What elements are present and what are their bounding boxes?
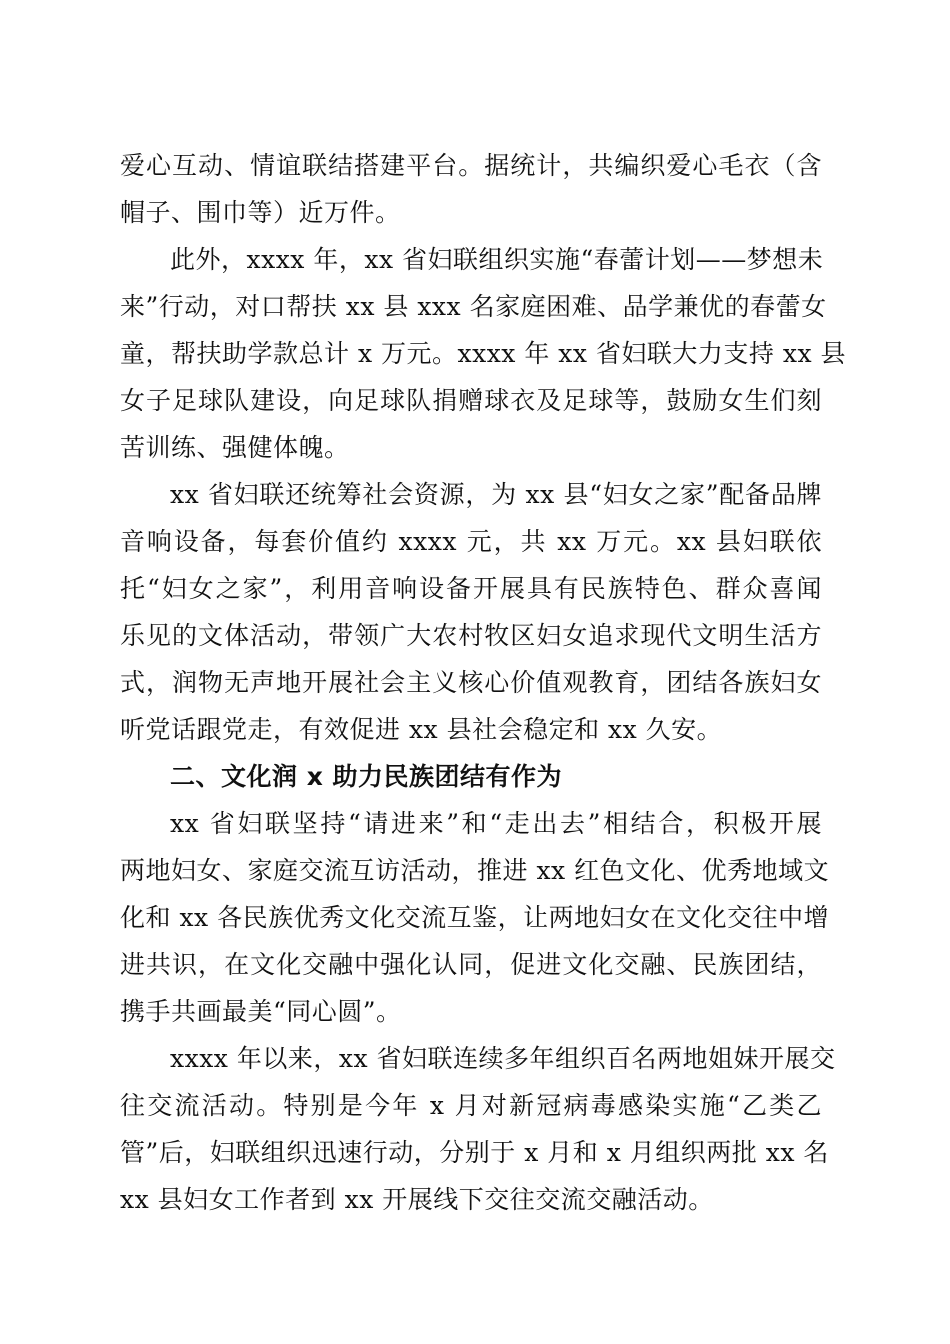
text-line: 女子足球队建设，向足球队捐赠球衣及足球等，鼓励女生们刻 [120, 386, 822, 415]
text-line: 进共识，在文化交融中强化认同，促进文化交融、民族团结， [120, 950, 822, 979]
text-line: 音响设备，每套价值约 xxxx 元，共 xx 万元。xx 县妇联依 [120, 527, 822, 556]
paragraph-start-line: xxxx 年以来，xx 省妇联连续多年组织百名两地姐妹开展交 [170, 1044, 836, 1073]
text-line: 式，润物无声地开展社会主义核心价值观教育，团结各族妇女 [120, 668, 822, 697]
text-line: 来”行动，对口帮扶 xx 县 xxx 名家庭困难、品学兼优的春蕾女 [120, 292, 827, 321]
paragraph-start-line: xx 省妇联还统筹社会资源，为 xx 县“妇女之家”配备品牌 [170, 480, 822, 509]
paragraph-start-line: xx 省妇联坚持“请进来”和“走出去”相结合，积极开展 [170, 809, 822, 838]
text-line: 爱心互动、情谊联结搭建平台。据统计，共编织爱心毛衣（含 [120, 151, 822, 180]
text-line: 两地妇女、家庭交流互访活动，推进 xx 红色文化、优秀地域文 [120, 856, 830, 885]
text-line: 托“妇女之家”，利用音响设备开展具有民族特色、群众喜闻 [120, 574, 822, 603]
text-line: 苦训练、强健体魄。 [120, 433, 350, 462]
text-line: 乐见的文体活动，带领广大农村牧区妇女追求现代文明生活方 [120, 621, 822, 650]
text-line: 童，帮扶助学款总计 x 万元。xxxx 年 xx 省妇联大力支持 xx 县 [120, 339, 847, 368]
document-body [120, 142, 847, 1223]
section-heading: 二、文化润 x 助力民族团结有作为 [170, 762, 563, 791]
text-line: 管”后，妇联组织迅速行动，分别于 x 月和 x 月组织两批 xx 名 [120, 1138, 829, 1167]
text-line: xx 县妇女工作者到 xx 开展线下交往交流交融活动。 [120, 1185, 714, 1214]
text-line: 听党话跟党走，有效促进 xx 县社会稳定和 xx 久安。 [120, 715, 723, 744]
text-line: 化和 xx 各民族优秀文化交流互鉴，让两地妇女在文化交往中增 [120, 903, 830, 932]
text-line: 帽子、围巾等）近万件。 [120, 198, 401, 227]
text-line: 往交流活动。特别是今年 x 月对新冠病毒感染实施“乙类乙 [120, 1091, 822, 1120]
text-line: 携手共画最美“同心圆”。 [120, 997, 402, 1026]
paragraph-start-line: 此外，xxxx 年，xx 省妇联组织实施“春蕾计划——梦想未 [170, 245, 824, 274]
